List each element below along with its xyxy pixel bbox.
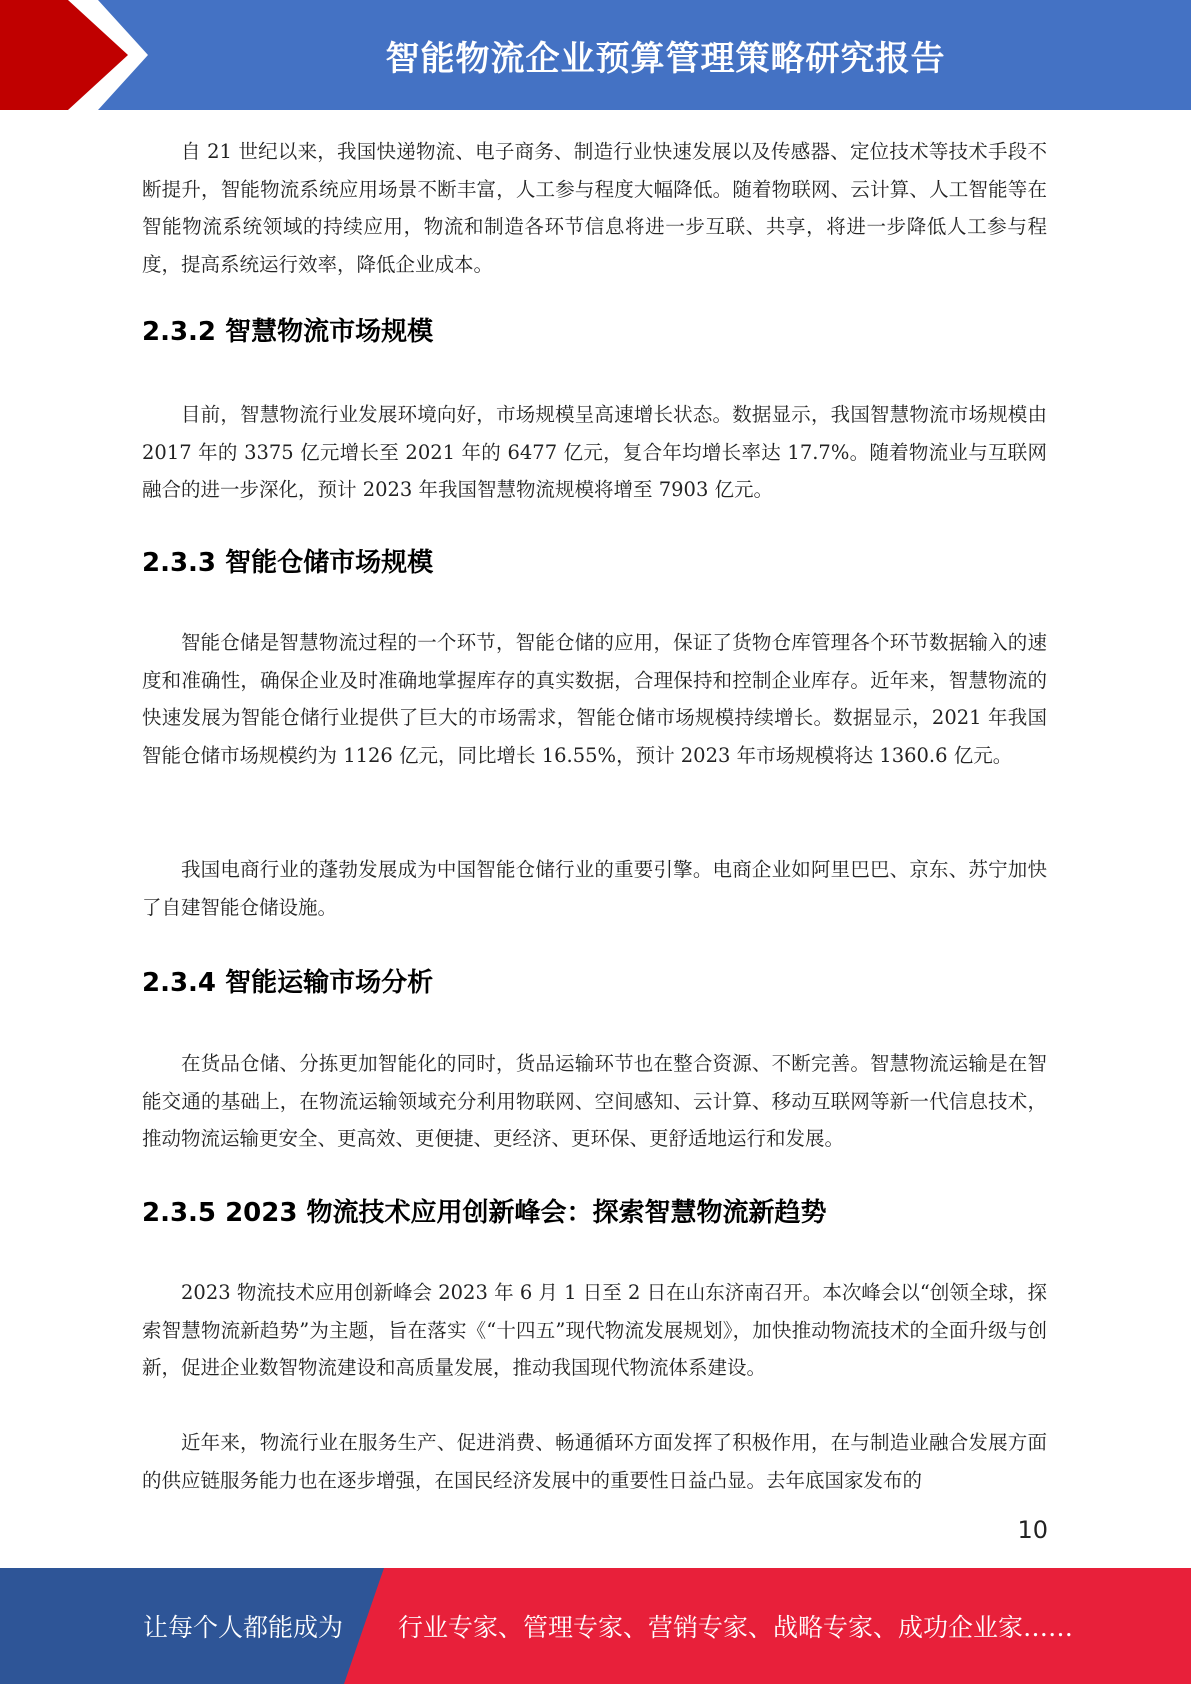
section-2-3-5-paragraph-1: 2023 物流技术应用创新峰会 2023 年 6 月 1 日至 2 日在山东济南召开。本次峰会以“创领全球，探索智慧物流新趋势”为主题，旨在落实《“十四五”现代物流发展规划》，加快推动物流技术的全面升级与创新，促进企业数智物流建设和高质量发展，推动我国现代物流体系建设。 [142, 1281, 1047, 1379]
footer-slogan-left: 让每个人都能成为 [143, 1613, 344, 1642]
section-heading-2-3-4: 2.3.4 智能运输市场分析 [142, 968, 434, 998]
page-number: 10 [1017, 1516, 1048, 1544]
intro-paragraph: 自 21 世纪以来，我国快递物流、电子商务、制造行业快速发展以及传感器、定位技术等技术手段不断提升，智能物流系统应用场景不断丰富，人工参与程度大幅降低。随着物联网、云计算、人工智能等在智能物流系统领域的持续应用，物流和制造各环节信息将进一步互联、共享，将进一步降低人工参与程度，提高系统运行效率，降低企业成本。 [142, 140, 1047, 276]
section-2-3-3-paragraph-2: 我国电商行业的蓬勃发展成为中国智能仓储行业的重要引擎。电商企业如阿里巴巴、京东、苏宁加快了自建智能仓储设施。 [142, 858, 1047, 919]
footer-slogan-right: 行业专家、管理专家、营销专家、战略专家、成功企业家…… [398, 1613, 1074, 1642]
section-2-3-4-paragraph-1: 在货品仓储、分拣更加智能化的同时，货品运输环节也在整合资源、不断完善。智慧物流运输是在智能交通的基础上，在物流运输领域充分利用物联网、空间感知、云计算、移动互联网等新一代信息技术，推动物流运输更安全、更高效、更便捷、更经济、更环保、更舒适地运行和发展。 [142, 1052, 1047, 1150]
section-heading-2-3-3: 2.3.3 智能仓储市场规模 [142, 548, 434, 578]
section-2-3-2-paragraph-1: 目前，智慧物流行业发展环境向好，市场规模呈高速增长状态。数据显示，我国智慧物流市场规模由 2017 年的 3375 亿元增长至 2021 年的 6477 亿元，复合年均增长率达 17.7%。随着物流业与互联网融合的进一步深化，预计 2023 年我国智慧物流规模将增至 7903 亿元。 [142, 403, 1047, 501]
page-footer [0, 1568, 1191, 1684]
report-title: 智能物流企业预算管理策略研究报告 [385, 38, 946, 79]
section-2-3-3-paragraph-1: 智能仓储是智慧物流过程的一个环节，智能仓储的应用，保证了货物仓库管理各个环节数据输入的速度和准确性，确保企业及时准确地掌握库存的真实数据，合理保持和控制企业库存。近年来，智慧物流的快速发展为智能仓储行业提供了巨大的市场需求，智能仓储市场规模持续增长。数据显示，2021 年我国智能仓储市场规模约为 1126 亿元，同比增长 16.55%，预计 2023 年市场规模将达 1360.6 亿元。 [142, 631, 1047, 767]
section-heading-2-3-5: 2.3.5 2023 物流技术应用创新峰会：探索智慧物流新趋势 [142, 1198, 827, 1228]
section-heading-2-3-2: 2.3.2 智慧物流市场规模 [142, 317, 434, 347]
page-header [0, 0, 1191, 110]
section-2-3-5-paragraph-2: 近年来，物流行业在服务生产、促进消费、畅通循环方面发挥了积极作用，在与制造业融合发展方面的供应链服务能力也在逐步增强，在国民经济发展中的重要性日益凸显。去年底国家发布的 [142, 1431, 1047, 1492]
